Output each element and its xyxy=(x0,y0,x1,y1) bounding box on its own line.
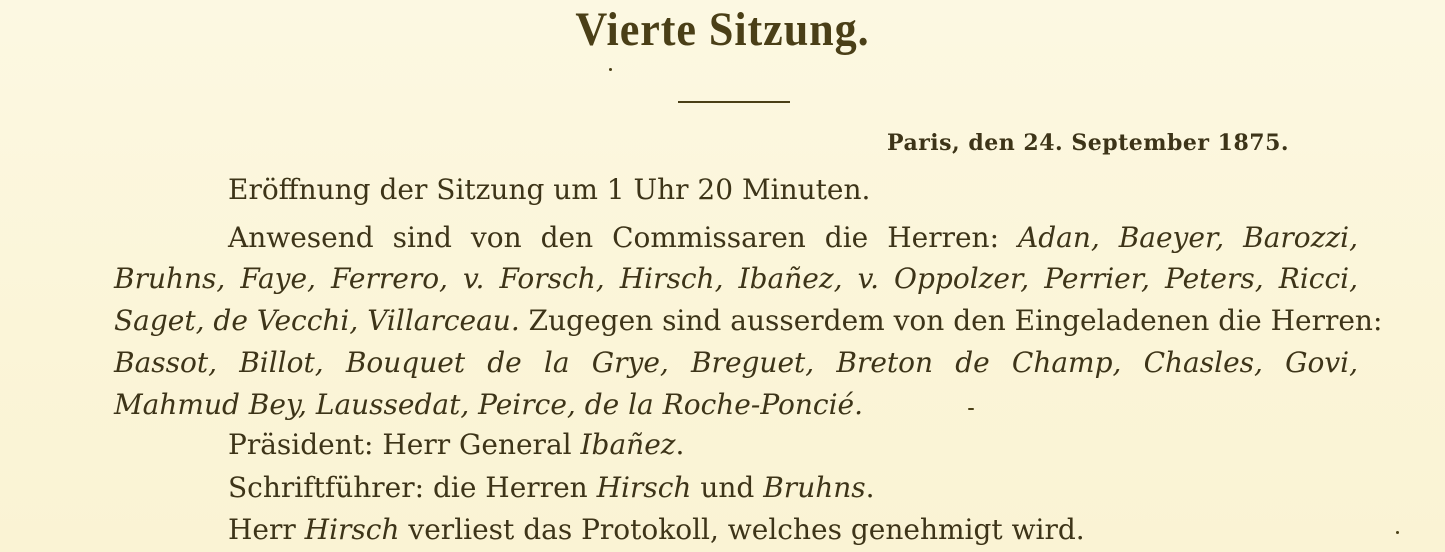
secretary-name-2: Bruhns xyxy=(763,471,866,504)
protocol-reader-name: Hirsch xyxy=(304,513,400,546)
protocol-text: verliest das Protokoll, welches genehmigt wird. xyxy=(408,513,1085,546)
attendance-line-1 xyxy=(228,218,1358,258)
secretaries-label: Schriftführer: die Herren xyxy=(228,471,588,504)
attendance-line-5 xyxy=(114,385,1358,425)
secretaries-conjunction: und xyxy=(700,471,755,504)
attendance-line-2 xyxy=(114,259,1358,299)
dateline: Paris, den 24. September 1875. xyxy=(887,130,1290,156)
speck-mark xyxy=(968,408,974,410)
commissioner-names-1: Adan, Baeyer, Barozzi, xyxy=(1017,221,1358,254)
secretaries-line xyxy=(228,468,1358,508)
title-rule xyxy=(678,101,790,103)
opening-line xyxy=(228,170,1358,210)
invited-intro: Zugegen sind ausserdem von den Eingeladenen die Herren: xyxy=(528,304,1383,337)
speck-mark xyxy=(1396,531,1399,534)
session-title: Vierte Sitzung. xyxy=(575,3,870,56)
commissioner-names-3: Saget, de Vecchi, Villarceau. xyxy=(114,304,520,337)
opening-text: Eröffnung der Sitzung um 1 Uhr 20 Minuten. xyxy=(228,173,871,206)
attendance-prefix: Anwesend sind von den Commissaren die Herren: xyxy=(228,221,1000,254)
protocol-line xyxy=(228,510,1358,550)
protocol-prefix: Herr xyxy=(228,513,296,546)
attendance-line-3 xyxy=(114,301,1383,341)
secretary-name-1: Hirsch xyxy=(596,471,692,504)
secretaries-end: . xyxy=(865,471,875,504)
invited-names-1: Bassot, Billot, Bouquet de la Grye, Breguet, Breton de Champ, Chasles, Govi, xyxy=(114,346,1358,379)
invited-names-2: Mahmud Bey, Laussedat, Peirce, de la Roche-Poncié. xyxy=(114,388,864,421)
commissioner-names-2: Bruhns, Faye, Ferrero, v. Forsch, Hirsch, Ibañez, v. Oppolzer, Perrier, Peters, Ricci, xyxy=(114,262,1358,295)
president-end: . xyxy=(675,428,685,461)
speck-mark xyxy=(609,68,612,71)
president-label: Präsident: Herr General xyxy=(228,428,572,461)
president-line xyxy=(228,425,1358,465)
president-name: Ibañez xyxy=(580,428,676,461)
attendance-line-4 xyxy=(114,343,1358,383)
